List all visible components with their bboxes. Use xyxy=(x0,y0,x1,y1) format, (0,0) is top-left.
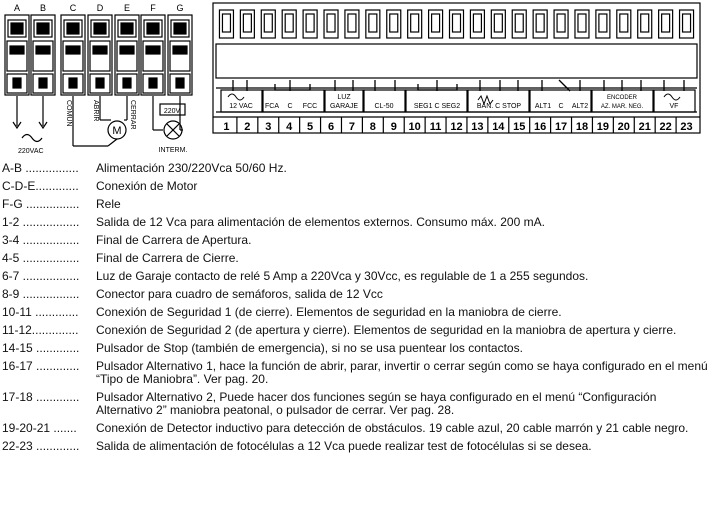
cl50-label: CL-50 xyxy=(374,103,394,110)
legend-row xyxy=(2,180,714,193)
legend-description: Conexión de Seguridad 1 (de cierre). Elementos de seguridad en la maniobra de cierre. xyxy=(96,305,562,319)
fcc-label: FCC xyxy=(302,103,318,110)
legend-row xyxy=(2,162,714,175)
legend-description: Conector para cuadro de semáforos, salida de 12 Vcc xyxy=(96,287,383,301)
legend-code: 4-5 ................. xyxy=(2,252,80,265)
terminal-number-5: 5 xyxy=(307,121,314,133)
legend-code: 8-9 ................. xyxy=(2,288,80,301)
vac12-label: 12 VAC xyxy=(229,103,253,110)
supply-label: 220VAC xyxy=(18,148,44,155)
terminal-screw-9 xyxy=(387,10,401,38)
terminal-number-16: 16 xyxy=(534,121,547,133)
screw-terminal-d xyxy=(88,15,112,95)
ban-label: BAN. C STOP xyxy=(476,103,522,110)
mains-terminal-block xyxy=(5,3,192,155)
terminal-screw-1 xyxy=(219,10,233,38)
legend-row xyxy=(2,216,714,229)
relay-voltage-label: 220V xyxy=(163,108,181,115)
legend-description: Conexión de Detector inductivo para detección de obstáculos. 19 cable azul, 20 cable marrón y 21 cable negro. xyxy=(96,421,689,435)
c2-label: C xyxy=(558,103,564,110)
terminal-number-8: 8 xyxy=(369,121,376,133)
legend-description: Alimentación 230/220Vca 50/60 Hz. xyxy=(96,161,287,175)
terminal-number-18: 18 xyxy=(575,121,589,133)
legend-row xyxy=(2,198,714,211)
encoder-pins-label: AZ. MAR. NEG. xyxy=(600,104,644,110)
screw-terminal-g xyxy=(168,15,192,95)
c1-label: C xyxy=(287,103,293,110)
alt1-label: ALT1 xyxy=(534,103,552,110)
screw-terminal-b xyxy=(31,15,55,95)
terminal-screw-10 xyxy=(408,10,422,38)
vf-label: VF xyxy=(669,103,679,110)
terminal-screw-22 xyxy=(659,10,673,38)
terminal-screw-23 xyxy=(680,10,694,38)
legend-code: 16-17 ............. xyxy=(2,360,80,373)
legend-code: F-G ................ xyxy=(2,198,80,211)
terminal-number-6: 6 xyxy=(327,121,335,133)
terminal-number-10: 10 xyxy=(408,121,421,133)
terminal-number-19: 19 xyxy=(596,121,610,133)
ac-symbol xyxy=(22,135,42,142)
fca-label: FCA xyxy=(265,103,279,110)
seg-label: SEG1 C SEG2 xyxy=(413,103,461,110)
terminal-screw-18 xyxy=(575,10,589,38)
legend-row xyxy=(2,288,714,301)
legend-description: Final de Carrera de Cierre. xyxy=(96,251,239,265)
legend-row xyxy=(2,422,714,435)
terminal-number-12: 12 xyxy=(450,121,463,133)
screw-terminal-f xyxy=(141,15,165,95)
legend-code: 11-12.............. xyxy=(2,324,79,337)
terminal-screw-12 xyxy=(450,10,464,38)
terminal-number-4: 4 xyxy=(286,121,293,133)
legend-description: Final de Carrera de Apertura. xyxy=(96,233,252,247)
legend-row xyxy=(2,391,714,417)
alt2-label: ALT2 xyxy=(571,103,589,110)
terminal-screw-21 xyxy=(638,10,652,38)
terminal-number-13: 13 xyxy=(471,121,484,133)
legend-code: 10-11 ............. xyxy=(2,306,79,319)
legend-code: 6-7 ................. xyxy=(2,270,80,283)
ac-symbol-vf xyxy=(664,94,680,100)
legend-description: Salida de alimentación de fotocélulas a 12 Vca puede realizar test de fotocélulas si se desea. xyxy=(96,439,592,453)
letter-d: D xyxy=(96,3,104,13)
screw-terminal-c xyxy=(61,15,85,95)
terminal-screw-15 xyxy=(512,10,526,38)
abrir-label: ABRIR xyxy=(92,100,99,122)
terminal-number-3: 3 xyxy=(265,121,272,133)
terminal-screw-20 xyxy=(617,10,631,38)
legend-description: Pulsador Alternativo 2, Puede hacer dos funciones según se haya configurado en el menú “Configuración Alternativo 2” maniobra peatonal, o pulsador de cerrar. Ver pag. 28. xyxy=(96,390,657,417)
terminal-screw-3 xyxy=(261,10,275,38)
terminal-number-11: 11 xyxy=(429,121,442,133)
legend-code: 1-2 ................. xyxy=(2,216,80,229)
legend-description: Pulsador Alternativo 1, hace la función de abrir, parar, invertir o cerrar según como se haya configurado en el menú “Tipo de Maniobra”. Ver pag. 20. xyxy=(96,359,708,386)
terminal-number-17: 17 xyxy=(554,121,568,133)
legend-description: Conexión de Seguridad 2 (de apertura y cierre). Elementos de seguridad en la maniobra de apertura y cierre. xyxy=(96,323,677,337)
motor-label: M xyxy=(112,125,122,137)
terminal-number-2: 2 xyxy=(244,121,251,133)
terminal-screw-4 xyxy=(282,10,296,38)
garaje-label: GARAJE xyxy=(329,103,359,110)
legend-row xyxy=(2,342,714,355)
legend-code: 3-4 ................. xyxy=(2,234,80,247)
legend-description: Rele xyxy=(96,197,121,211)
letter-e: E xyxy=(123,3,131,13)
terminal-screw-11 xyxy=(429,10,443,38)
letter-c: C xyxy=(69,3,77,13)
terminal-screw-6 xyxy=(324,10,338,38)
comun-label: COMUN xyxy=(65,100,72,127)
legend-description: Pulsador de Stop (también de emergencia), si no se usa puentear los contactos. xyxy=(96,341,523,355)
terminal-screw-16 xyxy=(533,10,547,38)
terminal-screw-8 xyxy=(366,10,380,38)
interm-label: INTERM. xyxy=(158,147,188,154)
legend-row xyxy=(2,252,714,265)
terminal-screw-14 xyxy=(491,10,505,38)
legend-code: 22-23 ............. xyxy=(2,440,80,453)
legend-row xyxy=(2,440,714,453)
letter-f: F xyxy=(150,3,156,13)
letter-g: G xyxy=(176,3,184,13)
terminal-screw-7 xyxy=(345,10,359,38)
wiring-diagram xyxy=(0,0,717,160)
terminal-screw-17 xyxy=(554,10,568,38)
legend-row xyxy=(2,360,714,386)
ac-symbol-12vac xyxy=(228,94,244,100)
terminal-number-23: 23 xyxy=(680,121,693,133)
legend-code: A-B ................ xyxy=(2,162,79,175)
legend-description: Salida de 12 Vca para alimentación de elementos externos. Consumo máx. 200 mA. xyxy=(96,215,545,229)
screw-terminal-a xyxy=(5,15,29,95)
terminal-legend xyxy=(2,162,714,458)
terminal-number-14: 14 xyxy=(492,121,505,133)
legend-row xyxy=(2,306,714,319)
terminal-screw-2 xyxy=(240,10,254,38)
terminal-number-22: 22 xyxy=(659,121,672,133)
terminal-number-21: 21 xyxy=(638,121,651,133)
encoder-label: ENCODER xyxy=(606,95,638,101)
terminal-number-7: 7 xyxy=(348,121,355,133)
terminal-screw-19 xyxy=(596,10,610,38)
legend-description: Conexión de Motor xyxy=(96,179,198,193)
terminal-number-1: 1 xyxy=(223,121,230,133)
screw-terminal-e xyxy=(115,15,139,95)
letter-b: B xyxy=(39,3,47,13)
terminal-screw-13 xyxy=(470,10,484,38)
luz-label: LUZ xyxy=(337,94,351,101)
legend-description: Luz de Garaje contacto de relé 5 Amp a 220Vca y 30Vcc, es regulable de 1 a 255 segundos. xyxy=(96,269,589,283)
legend-code: 17-18 ............. xyxy=(2,391,80,404)
letter-a: A xyxy=(13,3,21,13)
terminal-number-9: 9 xyxy=(390,121,397,133)
terminal-screw-5 xyxy=(303,10,317,38)
legend-code: 14-15 ............. xyxy=(2,342,80,355)
legend-code: C-D-E............. xyxy=(2,180,79,193)
legend-code: 19-20-21 ....... xyxy=(2,422,77,435)
control-terminal-block xyxy=(213,3,700,133)
legend-row xyxy=(2,270,714,283)
legend-row xyxy=(2,234,714,247)
terminal-number-15: 15 xyxy=(513,121,526,133)
cerrar-label: CERRAR xyxy=(129,100,136,130)
legend-row xyxy=(2,324,714,337)
terminal-number-20: 20 xyxy=(617,121,630,133)
